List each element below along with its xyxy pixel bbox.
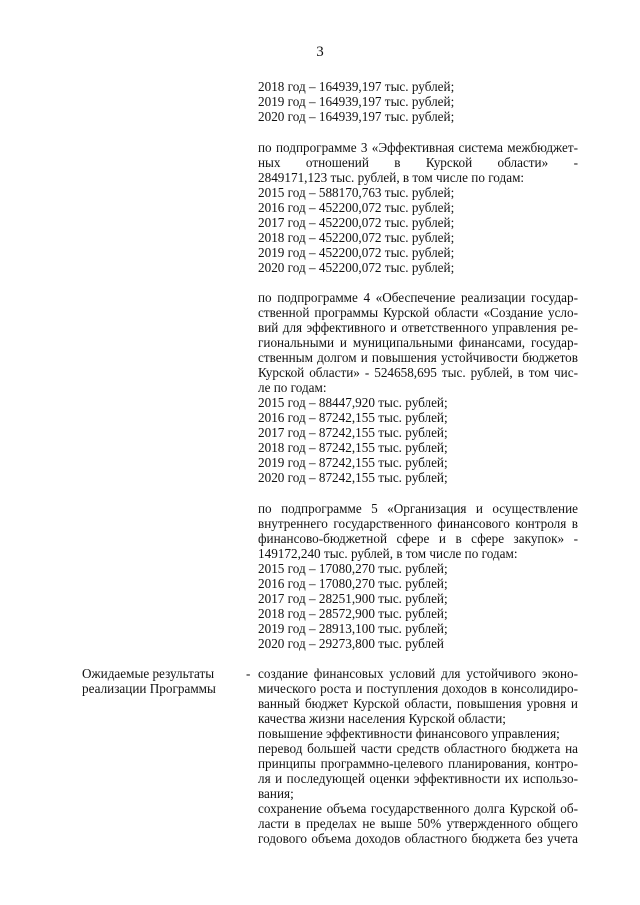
subprogram-5-text: по подпрограмме 5 «Организация и осуществление <box>258 501 578 516</box>
results-text: повышение эффективности финансового управления; <box>258 726 560 741</box>
results-label: Ожидаемые результаты <box>82 666 215 681</box>
year-line: 2020 год – 29273,800 тыс. рублей <box>258 636 444 651</box>
results-text: годового объема доходов областного бюджета без учета <box>258 831 578 846</box>
results-label: реализации Программы <box>82 681 216 696</box>
year-line: 2017 год – 452200,072 тыс. рублей; <box>258 215 455 230</box>
subprogram-4-text: гиональными и муниципальными финансами, государ- <box>258 335 578 350</box>
subprogram-4-text: по подпрограмме 4 «Обеспечение реализации государ- <box>258 290 578 305</box>
subprogram-4-text: вий для эффективного и ответственного управления ре- <box>258 320 578 335</box>
year-line: 2019 год – 164939,197 тыс. рублей; <box>258 94 455 109</box>
year-line: 2019 год – 452200,072 тыс. рублей; <box>258 245 455 260</box>
year-line: 2017 год – 87242,155 тыс. рублей; <box>258 425 448 440</box>
results-text: создание финансовых условий для устойчивого эконо- <box>258 666 578 681</box>
results-text: вания; <box>258 786 294 801</box>
year-line: 2018 год – 28572,900 тыс. рублей; <box>258 606 448 621</box>
results-text: перевод большей части средств областного бюджета на <box>258 741 578 756</box>
results-text: сохранение объема государственного долга Курской об- <box>258 801 578 816</box>
year-line: 2019 год – 28913,100 тыс. рублей; <box>258 621 448 636</box>
subprogram-3-text: ных отношений в Курской области» - <box>258 155 578 170</box>
year-line: 2016 год – 87242,155 тыс. рублей; <box>258 410 448 425</box>
subprogram-3-text: 2849171,123 тыс. рублей, в том числе по годам: <box>258 170 525 185</box>
year-line: 2016 год – 17080,270 тыс. рублей; <box>258 576 448 591</box>
year-line: 2016 год – 452200,072 тыс. рублей; <box>258 200 455 215</box>
results-text: качества жизни населения Курской области; <box>258 711 506 726</box>
subprogram-5-text: внутреннего государственного финансового контроля в <box>258 516 578 531</box>
results-text: принципы программно-целевого планирования, контро- <box>258 756 578 771</box>
results-text: ванный бюджет Курской области, повышения уровня и <box>258 696 578 711</box>
subprogram-5-text: 149172,240 тыс. рублей, в том числе по годам: <box>258 546 518 561</box>
year-line: 2020 год – 452200,072 тыс. рублей; <box>258 260 455 275</box>
results-text: ля и последующей оценки эффективности их использо- <box>258 771 578 786</box>
page-number: 3 <box>316 44 324 60</box>
results-text: мического роста и поступления доходов в консолидиро- <box>258 681 578 696</box>
subprogram-4-text: ственной программы Курской области «Создание усло- <box>258 305 578 320</box>
subprogram-5-text: финансово-бюджетной сфере и в сфере закупок» - <box>258 531 578 546</box>
year-line: 2018 год – 452200,072 тыс. рублей; <box>258 230 455 245</box>
year-line: 2015 год – 588170,763 тыс. рублей; <box>258 185 455 200</box>
subprogram-4-text: ле по годам: <box>258 380 327 395</box>
subprogram-3-text: по подпрограмме 3 «Эффективная система межбюджет- <box>258 140 578 155</box>
year-line: 2020 год – 164939,197 тыс. рублей; <box>258 109 455 124</box>
year-line: 2017 год – 28251,900 тыс. рублей; <box>258 591 448 606</box>
year-line: 2015 год – 88447,920 тыс. рублей; <box>258 395 448 410</box>
year-line: 2018 год – 87242,155 тыс. рублей; <box>258 440 448 455</box>
year-line: 2015 год – 17080,270 тыс. рублей; <box>258 561 448 576</box>
year-line: 2018 год – 164939,197 тыс. рублей; <box>258 79 455 94</box>
subprogram-4-text: Курской области» - 524658,695 тыс. рублей, в том чис- <box>258 365 578 380</box>
year-line: 2019 год – 87242,155 тыс. рублей; <box>258 455 448 470</box>
results-text: ласти в пределах не выше 50% утвержденного общего <box>258 816 578 831</box>
subprogram-4-text: ственным долгом и повышения устойчивости бюджетов <box>258 350 578 365</box>
year-line: 2020 год – 87242,155 тыс. рублей; <box>258 470 448 485</box>
results-dash: - <box>246 666 251 681</box>
